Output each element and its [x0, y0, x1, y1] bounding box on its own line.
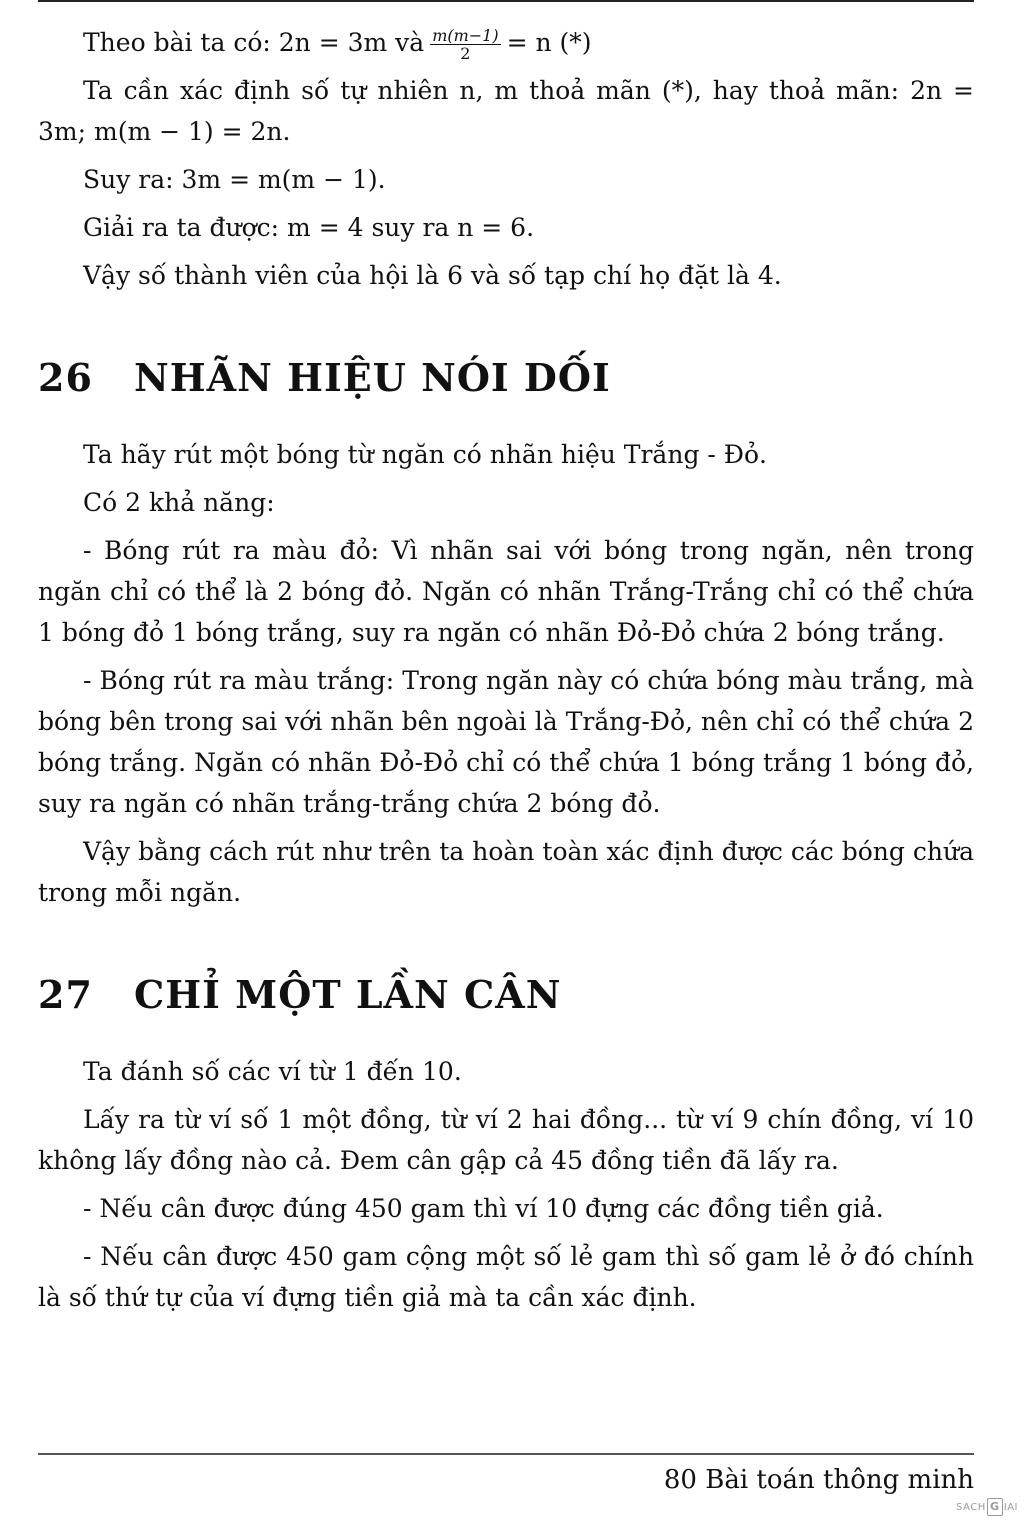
section-26-paragraph: - Bóng rút ra màu đỏ: Vì nhãn sai với bóng trong ngăn, nên trong ngăn chỉ có thể là 2 bóng đỏ. Ngăn có nhãn Trắng-Trắng chỉ có thể chứa 1 bóng đỏ 1 bóng trắng, suy ra ngăn có nhãn Đỏ-Đỏ chứa 2 bóng trắng. [38, 536, 974, 647]
section-26-title: NHÃN HIỆU NÓI DỐI [134, 355, 611, 400]
section-27-title: CHỈ MỘT LẦN CÂN [134, 972, 562, 1017]
page-content [38, 22, 974, 1325]
top-rule [38, 0, 974, 2]
section-26-paragraph: Ta hãy rút một bóng từ ngăn có nhãn hiệu Trắng - Đỏ. [83, 440, 767, 469]
watermark [956, 1498, 1018, 1516]
intro-paragraph-5: Vậy số thành viên của hội là 6 và số tạp chí họ đặt là 4. [83, 261, 782, 290]
intro-paragraph-3: Suy ra: 3m = m(m − 1). [83, 165, 386, 194]
section-27-paragraph: - Nếu cân được 450 gam cộng một số lẻ gam thì số gam lẻ ở đó chính là số thứ tự của ví đựng tiền giả mà ta cần xác định. [38, 1242, 974, 1312]
section-26-paragraph: - Bóng rút ra màu trắng: Trong ngăn này có chứa bóng màu trắng, mà bóng bên trong sai với nhãn bên ngoài là Trắng-Đỏ, nên chỉ có thể chứa 2 bóng trắng. Ngăn có nhãn Đỏ-Đỏ chỉ có thể chứa 1 bóng trắng 1 bóng đỏ, suy ra ngăn có nhãn trắng-trắng chứa 2 bóng đỏ. [38, 666, 974, 818]
section-27-heading [38, 965, 974, 1025]
section-26-heading [38, 348, 974, 408]
intro-paragraph-2: Ta cần xác định số tự nhiên n, m thoả mãn (*), hay thoả mãn: 2n = 3m; m(m − 1) = 2n. [38, 76, 974, 146]
watermark-text-right: IAI [1003, 1501, 1018, 1513]
section-26-number: 26 [38, 355, 93, 400]
fraction [430, 27, 500, 62]
fraction-denominator: 2 [460, 44, 471, 63]
section-27-number: 27 [38, 972, 93, 1017]
section-26-paragraph: Có 2 khả năng: [83, 488, 275, 517]
section-27-paragraph: Ta đánh số các ví từ 1 đến 10. [83, 1057, 462, 1086]
watermark-logo-icon: G [987, 1498, 1003, 1516]
intro-line1-a: Theo bài ta có: 2n = 3m và [83, 28, 425, 57]
intro-paragraph-4: Giải ra ta được: m = 4 suy ra n = 6. [83, 213, 535, 242]
section-27-paragraph: - Nếu cân được đúng 450 gam thì ví 10 đựng các đồng tiền giả. [83, 1194, 884, 1223]
watermark-text-left: SACH [956, 1501, 986, 1513]
footer-rule [38, 1453, 974, 1455]
footer-book-title: 80 Bài toán thông minh [663, 1465, 974, 1495]
intro-equation-line [38, 22, 974, 63]
section-27-paragraph: Lấy ra từ ví số 1 một đồng, từ ví 2 hai đồng... từ ví 9 chín đồng, ví 10 không lấy đồng nào cả. Đem cân gập cả 45 đồng tiền đã lấy ra. [38, 1105, 974, 1175]
fraction-numerator: m(m−1) [432, 26, 499, 45]
section-26-paragraph: Vậy bằng cách rút như trên ta hoàn toàn xác định được các bóng chứa trong mỗi ngăn. [38, 837, 974, 907]
intro-line1-b: = n (*) [506, 28, 592, 57]
